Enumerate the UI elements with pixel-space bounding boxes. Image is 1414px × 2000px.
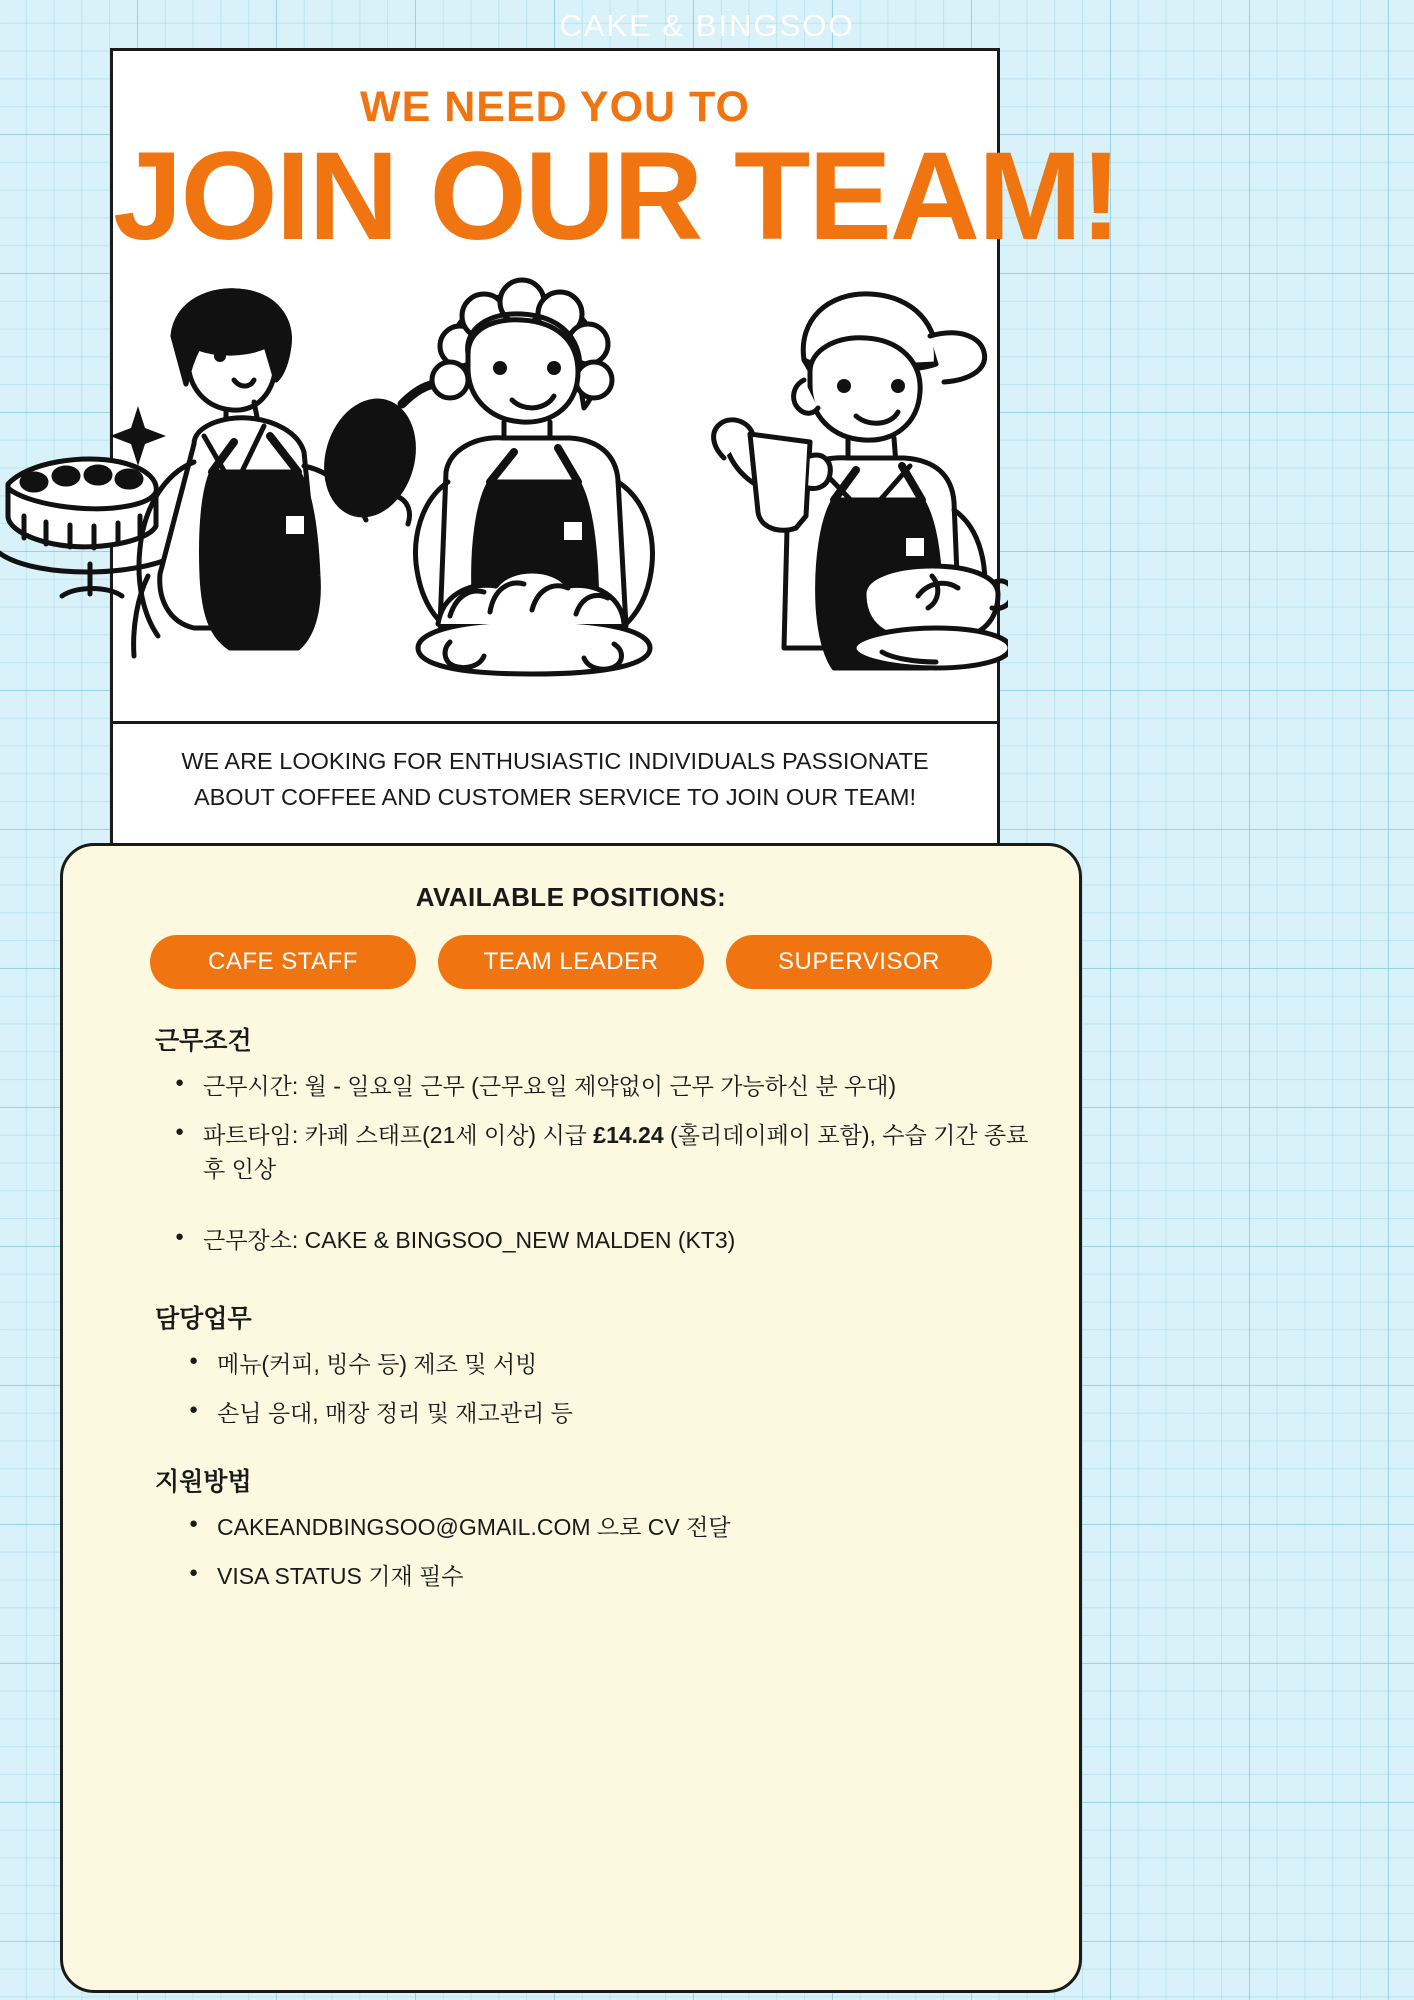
section-heading-conditions: 근무조건 [155, 1027, 252, 1055]
position-pill-team-leader[interactable]: TEAM LEADER [438, 935, 704, 989]
apply-list [107, 1510, 1035, 1593]
hero-subtext: WE ARE LOOKING FOR ENTHUSIASTIC INDIVIDUALS PASSIONATE ABOUT COFFEE AND CUSTOMER SERVICE TO JOIN OUR TEAM! [181, 748, 929, 811]
duties-list [107, 1347, 1035, 1430]
list-item: ● 손님 응대, 매장 정리 및 재고관리 등 [217, 1396, 1035, 1431]
list-item: ● 근무장소: CAKE & BINGSOO_NEW MALDEN (KT3) [203, 1223, 1035, 1258]
list-item: ● 메뉴(커피, 빙수 등) 제조 및 서빙 [217, 1347, 1035, 1382]
list-item: ● 근무시간: 월 - 일요일 근무 (근무요일 제약없이 근무 가능하신 분 우대) [203, 1069, 1035, 1104]
hero-card [110, 48, 1120, 858]
list-item: ● VISA STATUS 기재 필수 [217, 1559, 1035, 1594]
position-pill-supervisor[interactable]: SUPERVISOR [726, 935, 992, 989]
brand-title: CAKE & BINGSOO [559, 8, 855, 43]
section-heading-duties: 담당업무 [155, 1305, 252, 1333]
three-cafe-staff-illustration [0, 276, 1008, 706]
headline-kicker: WE NEED YOU TO [360, 83, 750, 131]
conditions-list [107, 1069, 1035, 1257]
hero-divider [113, 721, 997, 724]
position-pill-cafe-staff[interactable]: CAFE STAFF [150, 935, 416, 989]
list-item: ● 파트타임: 카페 스태프(21세 이상) 시급 £14.24 (홀리데이페이 포함), 수습 기간 종료 후 인상 [203, 1118, 1035, 1187]
page-title: JOIN OUR TEAM! [113, 127, 1120, 266]
list-item: ● CAKEANDBINGSOO@GMAIL.COM 으로 CV 전달 [217, 1510, 1035, 1545]
section-heading-how-to-apply: 지원방법 [155, 1468, 252, 1496]
details-panel [60, 843, 1082, 1993]
available-positions-title: AVAILABLE POSITIONS: [415, 882, 727, 912]
position-pill-row [107, 935, 1035, 989]
